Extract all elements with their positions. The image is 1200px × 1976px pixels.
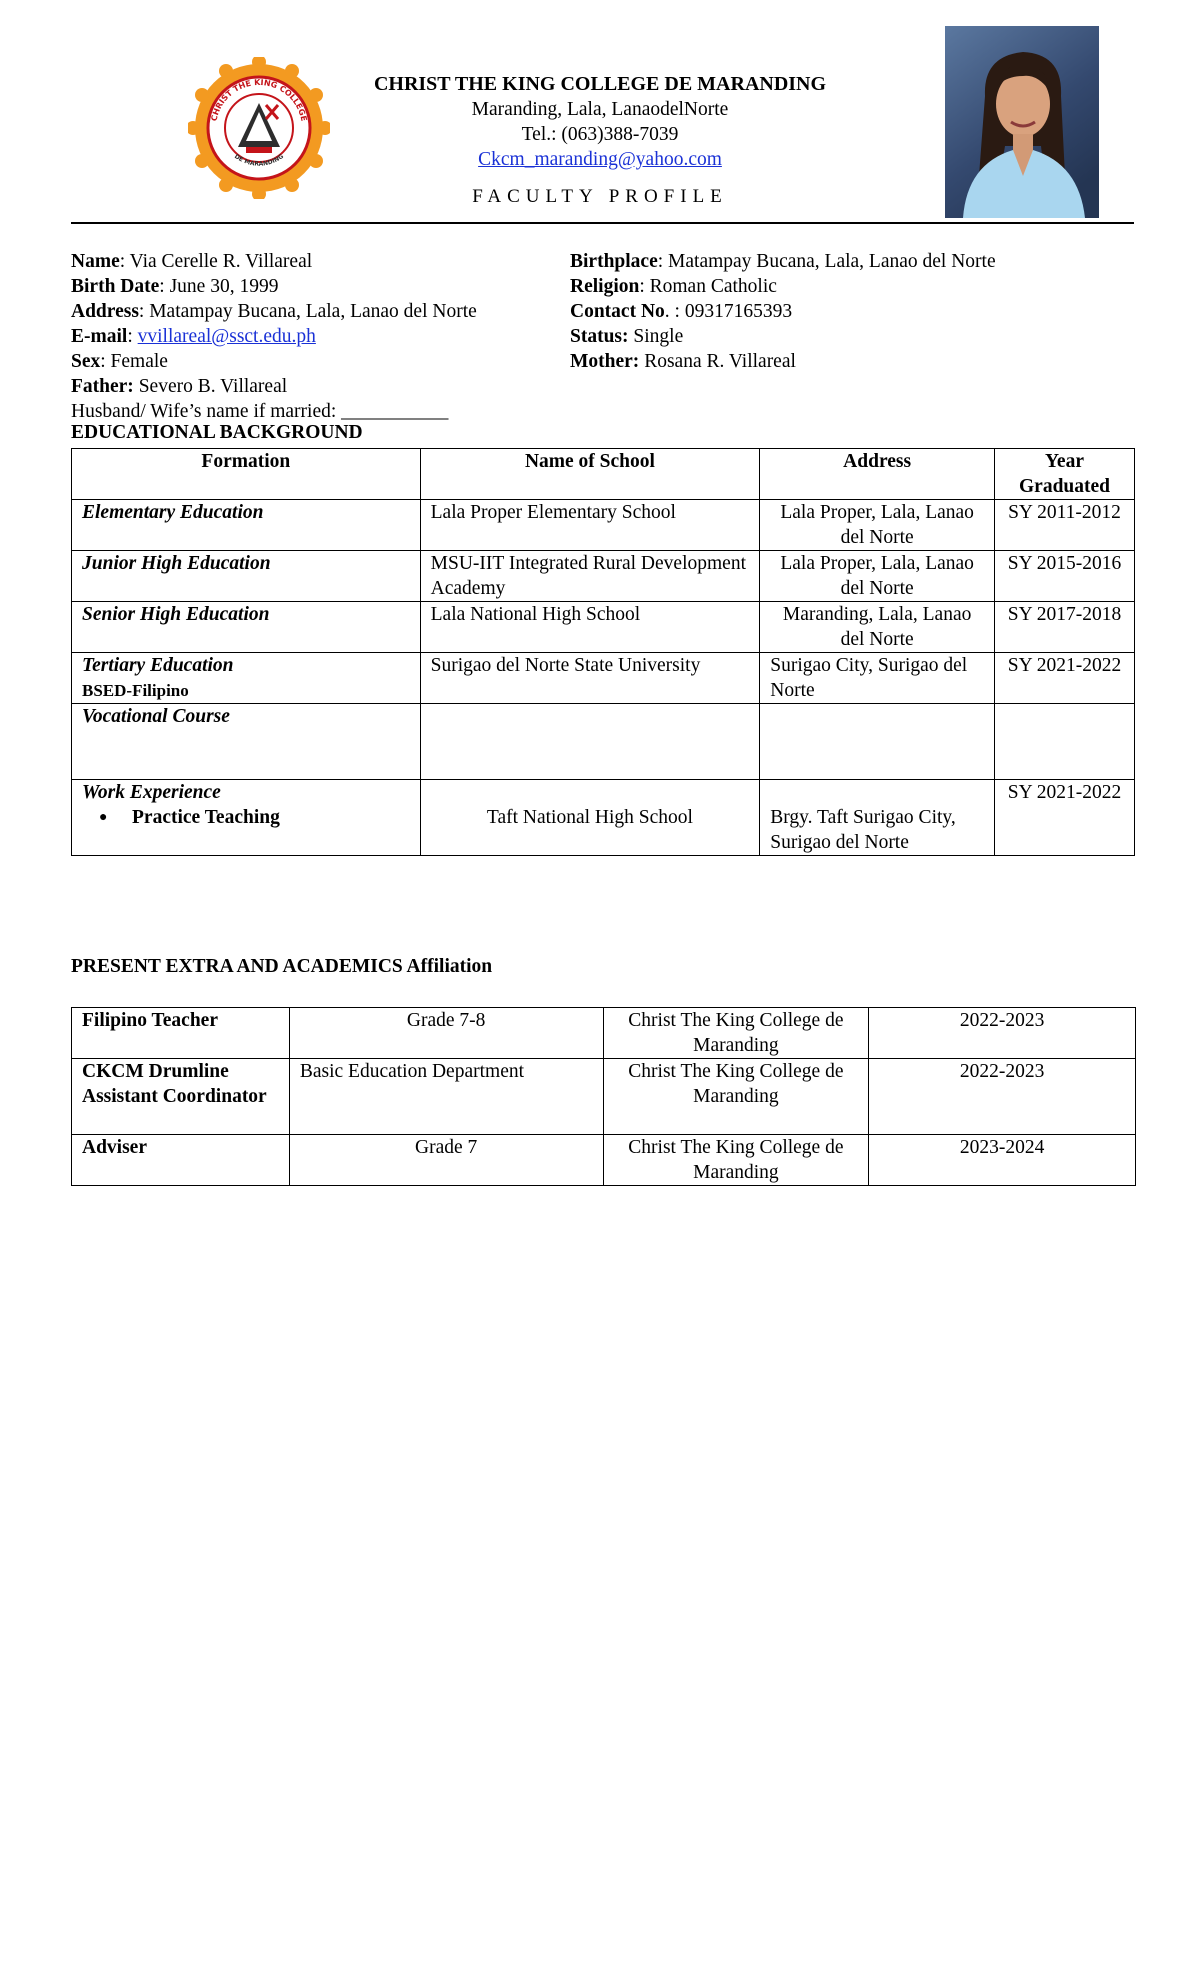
formation-cell	[72, 780, 421, 856]
educational-background-title: EDUCATIONAL BACKGROUND	[71, 422, 363, 443]
year-cell: 2022-2023	[869, 1008, 1136, 1059]
education-table	[71, 448, 1135, 856]
spouse-line: Husband/ Wife’s name if married: ___________	[71, 401, 449, 422]
column-header: Year Graduated	[995, 449, 1135, 500]
table-row	[72, 1059, 1136, 1135]
formation-cell: Senior High Education	[72, 602, 421, 653]
personal-email-link[interactable]: vvillareal@ssct.edu.ph	[137, 326, 316, 347]
formation-cell	[72, 653, 421, 704]
table-row	[72, 653, 1135, 704]
year-cell: SY 2017-2018	[995, 602, 1135, 653]
address-cell	[760, 704, 995, 780]
personal-info-right	[570, 249, 996, 374]
table-row	[72, 1008, 1136, 1059]
sex-line: Sex: Female	[71, 351, 168, 372]
table-row	[72, 1135, 1136, 1186]
column-header: Name of School	[420, 449, 760, 500]
college-seal-logo	[188, 57, 330, 199]
school-cell: Taft National High School	[420, 780, 760, 856]
address-cell: Lala Proper, Lala, Lanao del Norte	[760, 551, 995, 602]
institution-phone: Tel.: (063)388-7039	[521, 124, 679, 145]
address-cell: Maranding, Lala, Lanao del Norte	[760, 602, 995, 653]
affiliation-title: PRESENT EXTRA AND ACADEMICS Affiliation	[71, 956, 493, 977]
institution-email-link[interactable]: Ckcm_maranding@yahoo.com	[478, 149, 722, 170]
svg-text:CHRIST THE KING COLLEGE: CHRIST THE KING COLLEGE	[209, 77, 309, 122]
school-cell: Surigao del Norte State University	[420, 653, 760, 704]
status-line: Status: Single	[570, 326, 684, 347]
year-cell: SY 2021-2022	[995, 780, 1135, 856]
organization-cell: Christ The King College de Maranding	[603, 1059, 869, 1135]
personal-info-left	[71, 249, 477, 424]
school-cell	[420, 704, 760, 780]
institution-name: CHRIST THE KING COLLEGE DE MARANDING	[373, 73, 827, 95]
year-cell	[995, 704, 1135, 780]
address-line: Address: Matampay Bucana, Lala, Lanao del Norte	[71, 301, 477, 322]
year-cell: SY 2015-2016	[995, 551, 1135, 602]
affiliation-table	[71, 1007, 1136, 1186]
column-header: Formation	[72, 449, 421, 500]
formation-cell: Elementary Education	[72, 500, 421, 551]
education-header-row	[72, 449, 1135, 500]
school-cell: Lala Proper Elementary School	[420, 500, 760, 551]
birthplace-line: Birthplace: Matampay Bucana, Lala, Lanao del Norte	[570, 251, 996, 272]
formation-label: Work Experience	[82, 782, 221, 803]
institution-address: Maranding, Lala, LanaodelNorte	[471, 99, 729, 120]
list-item: ● Practice Teaching	[132, 805, 410, 830]
year-cell: 2023-2024	[869, 1135, 1136, 1186]
column-header: Address	[760, 449, 995, 500]
role-cell: Adviser	[72, 1135, 290, 1186]
year-cell: SY 2011-2012	[995, 500, 1135, 551]
mother-line: Mother: Rosana R. Villareal	[570, 351, 796, 372]
unit-cell: Grade 7	[289, 1135, 603, 1186]
address-cell: Surigao City, Surigao del Norte	[760, 653, 995, 704]
school-cell: Lala National High School	[420, 602, 760, 653]
email-line: E-mail: vvillareal@ssct.edu.ph	[71, 326, 316, 347]
table-row	[72, 704, 1135, 780]
document-title: FACULTY PROFILE	[472, 186, 728, 207]
year-cell: 2022-2023	[869, 1059, 1136, 1135]
table-row	[72, 780, 1135, 856]
table-row	[72, 551, 1135, 602]
year-cell: SY 2021-2022	[995, 653, 1135, 704]
father-line: Father: Severo B. Villareal	[71, 376, 288, 397]
name-line: Name: Via Cerelle R. Villareal	[71, 251, 313, 272]
religion-line: Religion: Roman Catholic	[570, 276, 777, 297]
formation-cell: Junior High Education	[72, 551, 421, 602]
organization-cell: Christ The King College de Maranding	[603, 1135, 869, 1186]
contact-line: Contact No. : 09317165393	[570, 301, 793, 322]
course-label: BSED-Filipino	[82, 681, 189, 700]
svg-text:DE MARANDING: DE MARANDING	[233, 152, 285, 168]
role-cell: Filipino Teacher	[72, 1008, 290, 1059]
profile-photo	[945, 26, 1099, 218]
formation-label: Tertiary Education	[82, 655, 234, 676]
role-cell: CKCM Drumline Assistant Coordinator	[72, 1059, 290, 1135]
formation-cell: Vocational Course	[72, 704, 421, 780]
school-cell: MSU-IIT Integrated Rural Development Academy	[420, 551, 760, 602]
organization-cell: Christ The King College de Maranding	[603, 1008, 869, 1059]
birthdate-line: Birth Date: June 30, 1999	[71, 276, 279, 297]
table-row	[72, 500, 1135, 551]
letterhead	[330, 72, 870, 209]
header-divider	[71, 222, 1134, 224]
table-row	[72, 602, 1135, 653]
address-cell: Lala Proper, Lala, Lanao del Norte	[760, 500, 995, 551]
unit-cell: Basic Education Department	[289, 1059, 603, 1135]
address-cell: Brgy. Taft Surigao City, Surigao del Norte	[760, 780, 995, 856]
unit-cell: Grade 7-8	[289, 1008, 603, 1059]
